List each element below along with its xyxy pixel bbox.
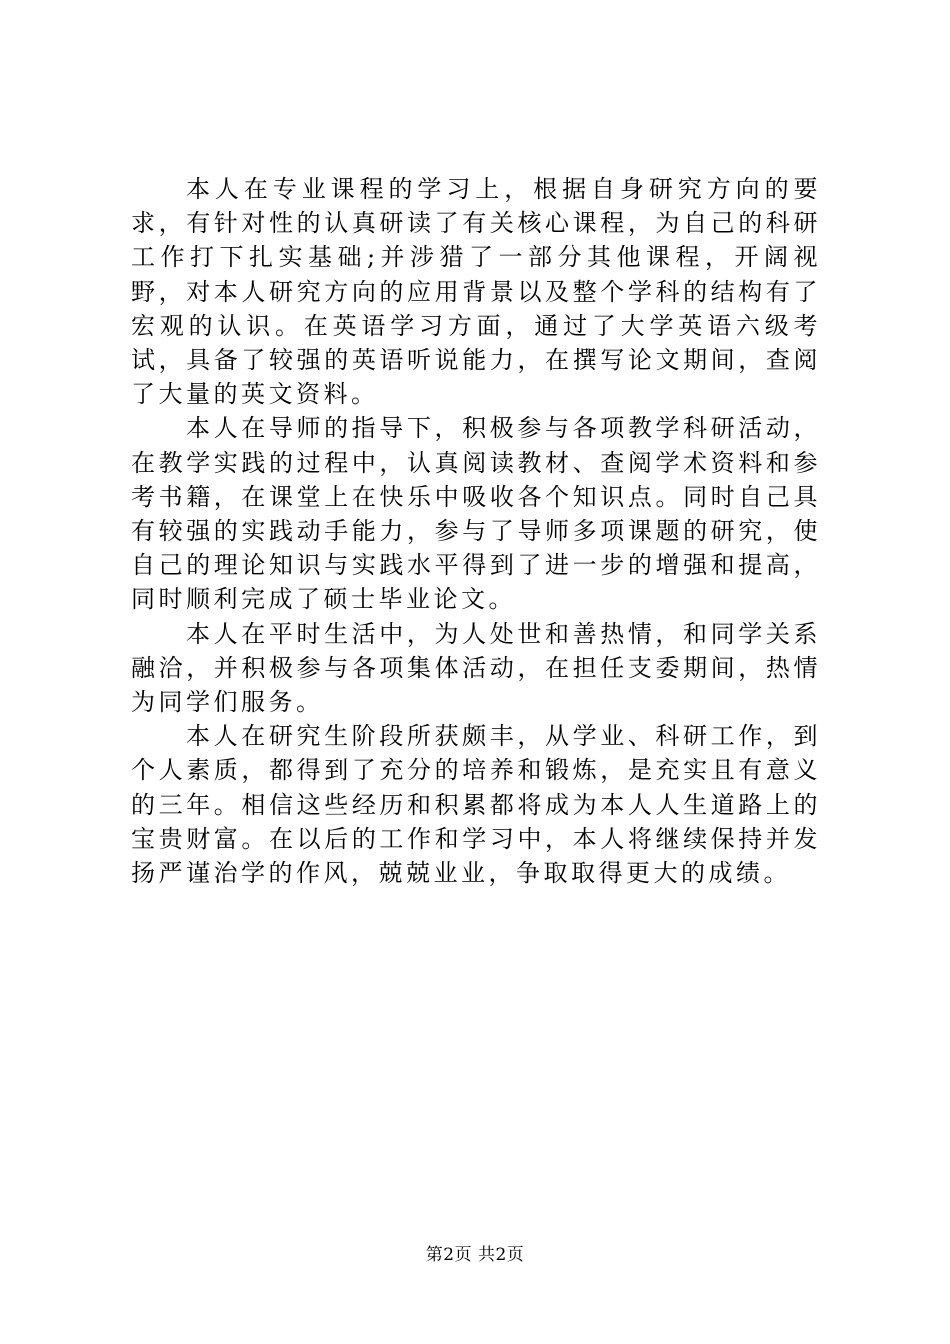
paragraph-study: 本人在专业课程的学习上，根据自身研究方向的要求，有针对性的认真研读了有关核心课程，为自己的科研工作打下扎实基础;并涉猎了一部分其他课程，开阔视野，对本人研究方向的应用背景以及整个学科的结构有了宏观的认识。在英语学习方面，通过了大学英语六级考试，具备了较强的英语听说能力，在撰写论文期间，查阅了大量的英文资料。 <box>131 175 821 409</box>
page-number-footer: 第2页 共2页 <box>425 1245 525 1265</box>
paragraph-life: 本人在平时生活中，为人处世和善热情，和同学关系融洽，并积极参与各项集体活动，在担任支委期间，热情为同学们服务。 <box>131 619 821 717</box>
document-body <box>131 172 821 890</box>
paragraph-summary: 本人在研究生阶段所获颇丰，从学业、科研工作，到个人素质，都得到了充分的培养和锻炼，是充实且有意义的三年。相信这些经历和积累都将成为本人人生道路上的宝贵财富。在以后的工作和学习中，本人将继续保持并发扬严谨治学的作风，兢兢业业，争取取得更大的成绩。 <box>131 722 821 888</box>
paragraph-research: 本人在导师的指导下，积极参与各项教学科研活动，在教学实践的过程中，认真阅读教材、查阅学术资料和参考书籍，在课堂上在快乐中吸收各个知识点。同时自己具有较强的实践动手能力，参与了导师多项课题的研究，使自己的理论知识与实践水平得到了进一步的增强和提高，同时顺利完成了硕士毕业论文。 <box>131 414 821 614</box>
